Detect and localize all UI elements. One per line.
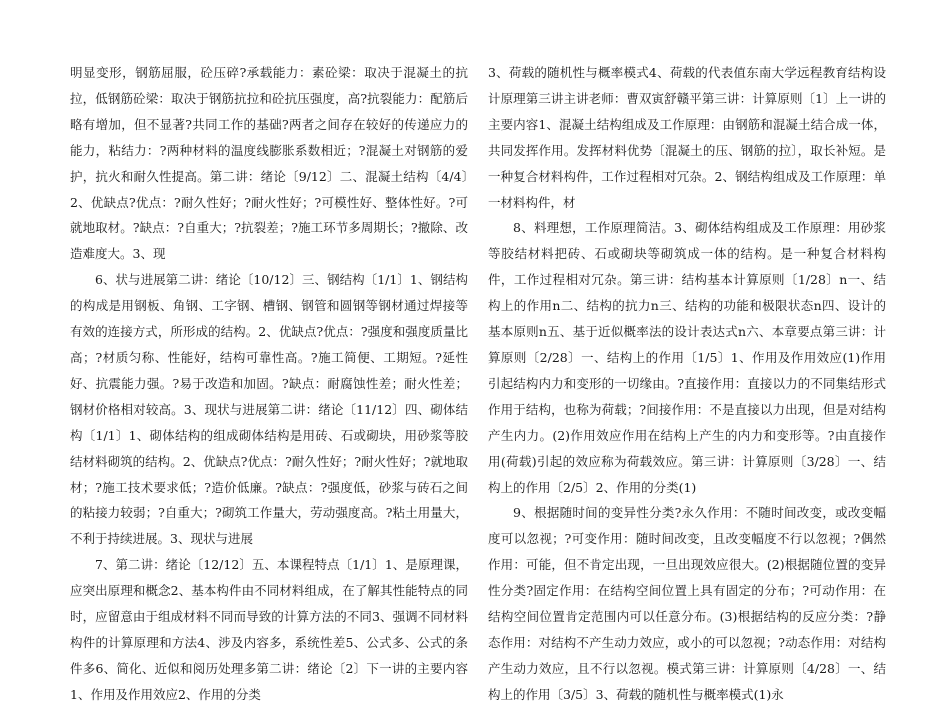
left-paragraph-1: 明显变形，钢筋屈服，砼压碎?承载能力：素砼梁：取决于混凝土的抗拉，低钢筋砼梁：取决于钢筋抗拉和砼抗压强度，高?抗裂能力：配筋后略有增加，但不显著?共同工作的基础?两者之间存在较好的传递应力的能力，粘结力：?两种材料的温度线膨胀系数相近；?混凝土对钢筋的爱护，抗火和耐久性提高。第二讲：绪论〔9/12〕二、混凝土结构〔4/4〕2、优缺点?优点：?耐久性好；?耐火性好；?可模性好、整体性好。?可就地取材。?缺点：?自重大；?抗裂差；?施工环节多周期长；?撤除、改造难度大。3、现 [70, 65, 468, 262]
left-text-column [70, 60, 468, 702]
left-paragraph-2: 6、状与进展第二讲：绪论〔10/12〕三、钢结构〔1/1〕1、钢结构的构成是用钢板、角钢、工字钢、槽钢、钢管和圆钢等钢材通过焊接等有效的连接方式，所形成的结构。2、优缺点?优点：?强度和强度质量比高；?材质匀称、性能好，结构可靠性高。?施工简便、工期短。?延性好、抗震能力强。?易于改造和加固。?缺点：耐腐蚀性差；耐火性差；钢材价格相对较高。3、现状与进展第二讲：绪论〔11/12〕四、砌体结构〔1/1〕1、砌体结构的组成砌体结构是用砖、石或砌块，用砂浆等胶结材料砌筑的结构。2、优缺点?优点：?耐久性好；?耐火性好；?就地取材；?施工技术要求低；?造价低廉。?缺点：?强度低，砂浆与砖石之间的粘接力较弱；?自重大；?砌筑工作量大，劳动强度高。?粘土用量大，不利于持续进展。3、现状与进展 [70, 272, 468, 547]
right-paragraph-1: 3、荷载的随机性与概率模式4、荷载的代表值东南大学远程教育结构设计原理第三讲主讲老师：曹双寅舒赣平第三讲：计算原则〔1〕上一讲的主要内容1、混凝土结构组成及工作原理：由钢筋和混凝土结合成一体，共同发挥作用。发挥材料优势〔混凝土的压、钢筋的拉〕，取长补短。是一种复合材料构件，工作过程相对冗杂。2、钢结构组成及工作原理：单一材料构件，材 [488, 65, 886, 210]
right-paragraph-2: 8、料理想，工作原理简洁。3、砌体结构组成及工作原理：用砂浆等胶结材料把砖、石或砌块等砌筑成一体的结构。是一种复合材料构件，工作过程相对冗杂。第三讲：结构基本计算原则〔1/28〕n一、结构上的作用n二、结构的抗力n三、结构的功能和极限状态n四、设计的基本原则n五、基于近似概率法的设计表达式n六、本章要点第三讲：计算原则〔2/28〕一、结构上的作用〔1/5〕1、作用及作用效应(1)作用引起结构内力和变形的一切缘由。?直接作用：直接以力的不同集结形式作用于结构，也称为荷载；?间接作用：不是直接以力出现，但是对结构产生内力。(2)作用效应作用在结构上产生的内力和变形等。?由直接作用(荷载)引起的效应称为荷载效应。第三讲：计算原则〔3/28〕一、结构上的作用〔2/5〕2、作用的分类(1) [488, 220, 886, 495]
right-text-column [488, 60, 886, 702]
left-paragraph-3: 7、第二讲：绪论〔12/12〕五、本课程特点〔1/1〕1、是原理课，应突出原理和概念2、基本构件由不同材料组成，在了解其性能特点的同时，应留意由于组成材料不同而导致的计算方法的不同3、强调不同材料构件的计算原理和方法4、涉及内容多，系统性差5、公式多、公式的条件多6、简化、近似和阅历处理多第二讲：绪论〔2〕下一讲的主要内容1、作用及作用效应2、作用的分类 [70, 557, 468, 702]
right-paragraph-3: 9、根据随时间的变异性分类?永久作用：不随时间改变，或改变幅度可以忽视；?可变作用：随时间改变，且改变幅度不行以忽视；?偶然作用：可能，但不肯定出现，一旦出现效应很大。(2)根据随位置的变异性分类?固定作用：在结构空间位置上具有固定的分布；?可动作用：在结构空间位置肯定范围内可以任意分布。(3)根据结构的反应分类：?静态作用：对结构不产生动力效应，或小的可以忽视；?动态作用：对结构产生动力效应，且不行以忽视。模式第三讲：计算原则〔4/28〕一、结构上的作用〔3/5〕3、荷载的随机性与概率模式(1)永 [488, 505, 886, 702]
